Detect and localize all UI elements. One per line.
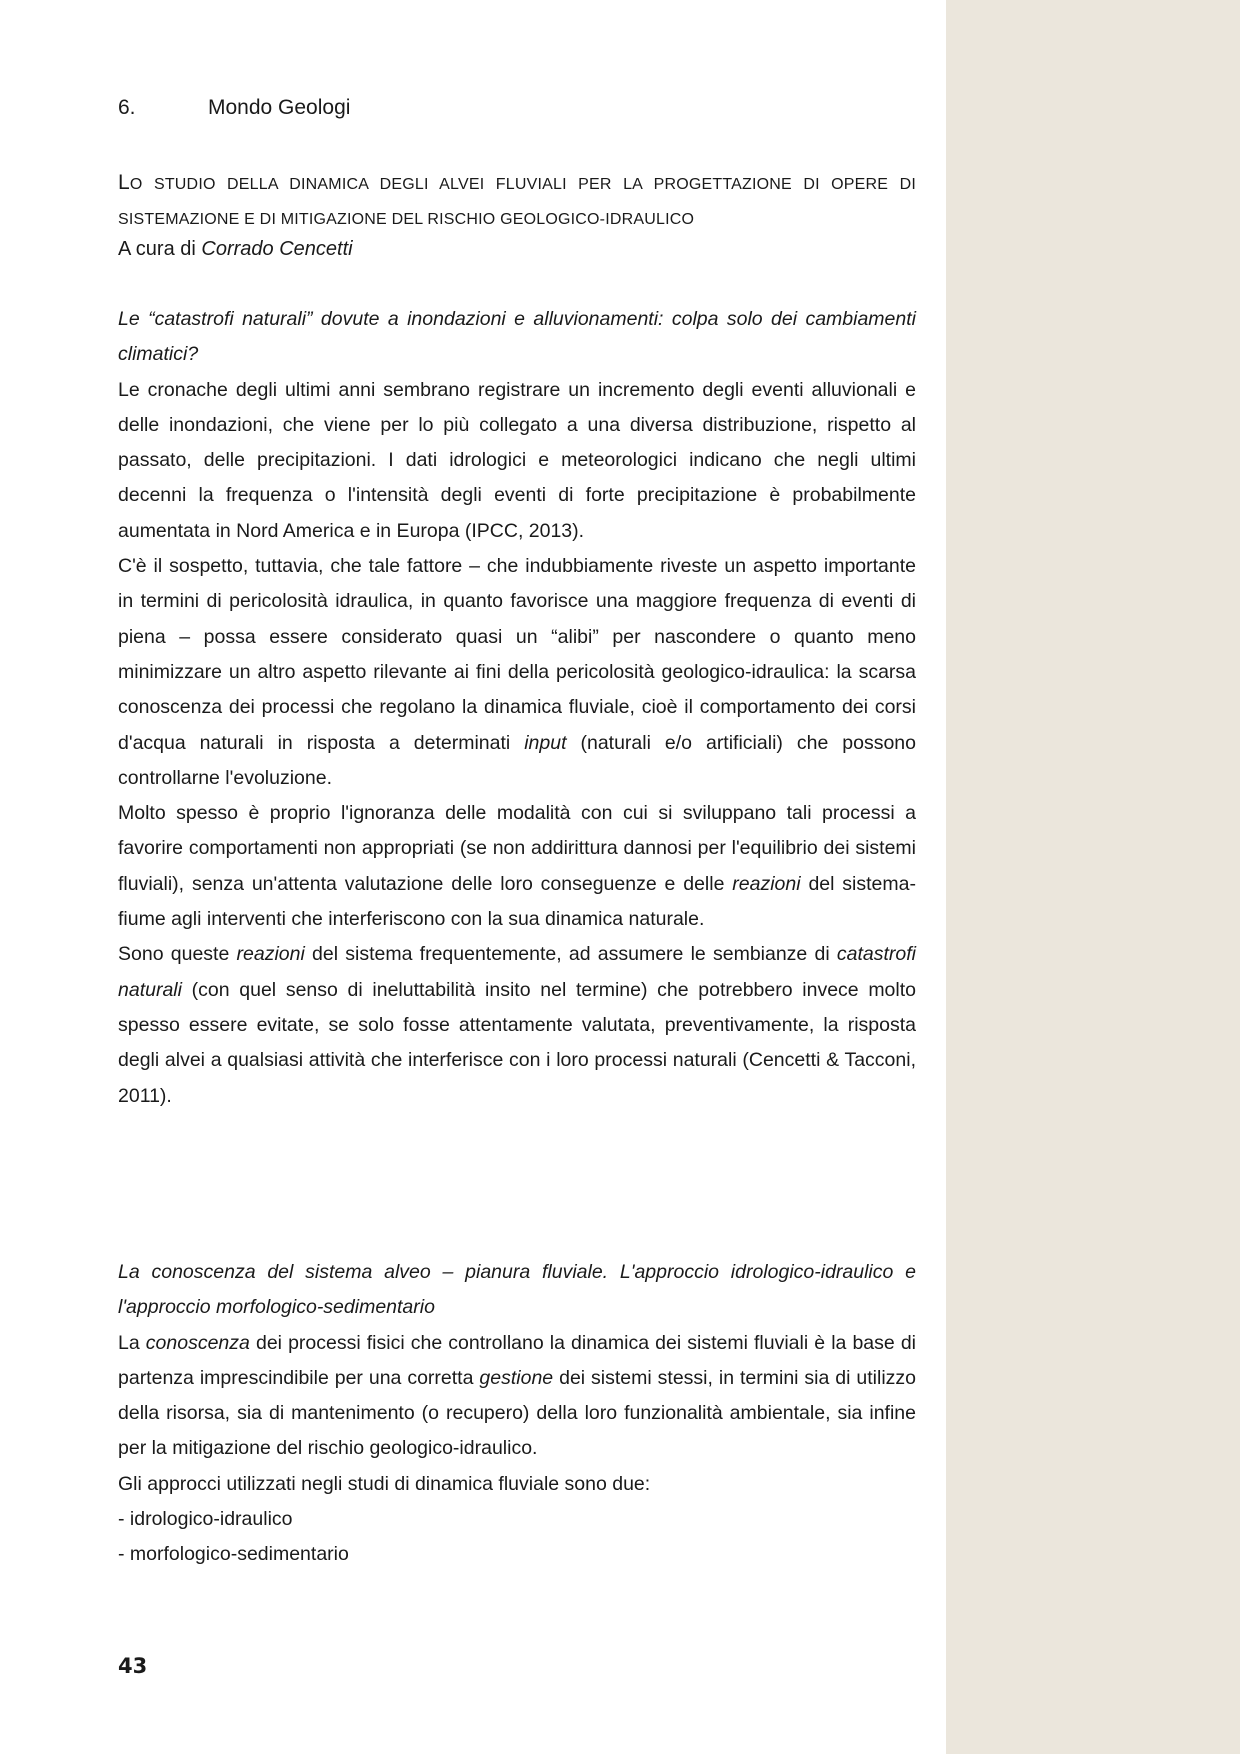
section-number: 6. xyxy=(118,96,136,119)
paragraph: C'è il sospetto, tuttavia, che tale fattore – che indubbiamente riveste un aspetto importante in termini di pericolosità idraulica, in quanto favorisce una maggiore frequenza di eventi di piena – possa essere considerato quasi un “alibi” per nascondere o quanto meno minimizzare un altro aspetto rilevante ai fini della pericolosità geologico-idraulica: la scarsa conoscenza dei processi che regolano la dinamica fluviale, cioè il comportamento dei corsi d'acqua naturali in risposta a determinati input (naturali e/o artificiali) che possono controllarne l'evoluzione. xyxy=(118,555,916,789)
author-line xyxy=(118,232,353,267)
paragraph: La conoscenza dei processi fisici che controllano la dinamica dei sistemi fluviali è la base di partenza imprescindibile per una corretta gestione dei sistemi stessi, in termini sia di utilizzo della risorsa, sia di mantenimento (o recupero) della loro funzionalità ambientale, sia infine per la mitigazione del rischio geologico-idraulico. xyxy=(118,1331,917,1460)
section-title: Mondo Geologi xyxy=(208,96,351,119)
paragraph: Molto spesso è proprio l'ignoranza delle modalità con cui si sviluppano tali processi a favorire comportamenti non appropriati (se non addirittura dannosi per l'equilibrio dei sistemi fluviali), senza un'attenta valutazione delle loro conseguenze e delle reazioni del sistema-fiume agli interventi che interferiscono con la sua dinamica naturale. xyxy=(118,802,916,931)
page-number: 43 xyxy=(118,1654,148,1678)
author-prefix: A cura di xyxy=(118,238,196,260)
paragraph: Gli approcci utilizzati negli studi di dinamica fluviale sono due: xyxy=(118,1472,651,1495)
section-block-2 xyxy=(118,1255,916,1573)
article-title-initial: L xyxy=(118,171,130,194)
article-title-text: O STUDIO DELLA DINAMICA DEGLI ALVEI FLUVIALI PER LA PROGETTAZIONE DI OPERE DI SISTEMAZIONE E DI MITIGAZIONE DEL RISCHIO GEOLOGICO-IDRAULICO xyxy=(118,176,916,228)
paragraph: Sono queste reazioni del sistema frequentemente, ad assumere le sembianze di catastrofi naturali (con quel senso di ineluttabilità insito nel termine) che potrebbero invece molto spesso essere evitate, se solo fosse attentamente valutata, preventivamente, la risposta degli alvei a qualsiasi attività che interferisce con i loro processi naturali (Cencetti & Tacconi, 2011). xyxy=(118,943,917,1107)
paragraph: Le cronache degli ultimi anni sembrano registrare un incremento degli eventi alluvionali e delle inondazioni, che viene per lo più collegato a una diversa distribuzione, rispetto al passato, delle precipitazioni. I dati idrologici e meteorologici indicano che negli ultimi decenni la frequenza o l'intensità degli eventi di forte precipitazione è probabilmente aumentata in Nord America e in Europa (IPCC, 2013). xyxy=(118,378,916,542)
section-block-1 xyxy=(118,302,916,1114)
article-title xyxy=(118,165,916,237)
author-name: Corrado Cencetti xyxy=(201,238,353,260)
list-item: - morfologico-sedimentario xyxy=(118,1543,349,1566)
subheading-1: Le “catastrofi naturali” dovute a inondazioni e alluvionamenti: colpa solo dei cambiamenti climatici? xyxy=(118,308,916,366)
section-heading xyxy=(118,93,350,123)
list-item: - idrologico-idraulico xyxy=(118,1508,293,1531)
subheading-2: La conoscenza del sistema alveo – pianura fluviale. L'approccio idrologico-idraulico e l'approccio morfologico-sedimentario xyxy=(118,1261,916,1319)
side-margin-band xyxy=(946,0,1240,1754)
